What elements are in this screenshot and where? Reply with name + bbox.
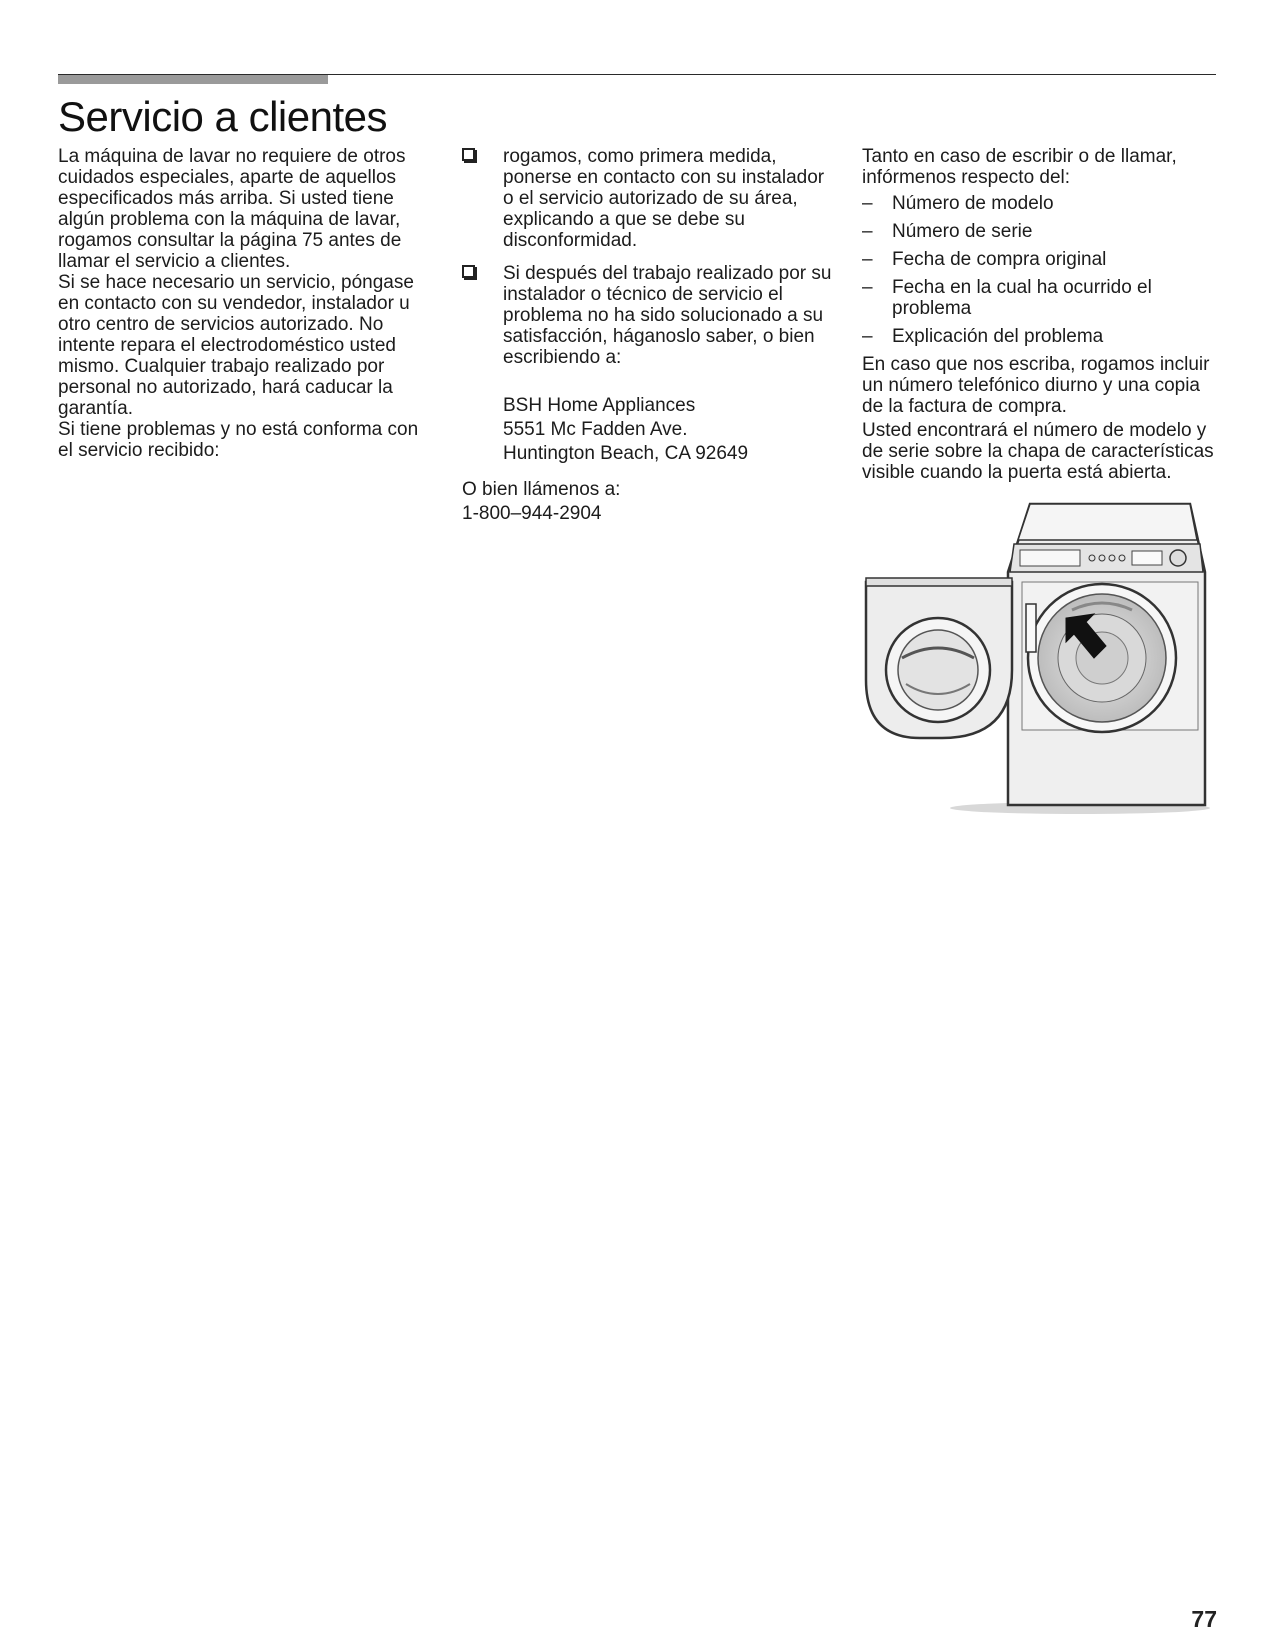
dash-bullet-icon: – (862, 277, 873, 298)
dash-bullet-icon: – (862, 326, 873, 347)
page-title: Servicio a clientes (58, 93, 387, 140)
call-label: O bien llámenos a: (462, 479, 621, 500)
phone-block (462, 478, 832, 526)
page-number: 77 (1191, 1606, 1217, 1632)
header-accent-bar (58, 75, 328, 84)
list-item: – Número de modelo (862, 193, 1054, 214)
address-line: BSH Home Appliances (503, 395, 696, 416)
mailing-address (462, 394, 832, 466)
bullet-text: rogamos, como primera medida, ponerse en contacto con su instalador o el servicio autorizado de su área, explicando a que se debe su disconformidad. (503, 146, 825, 251)
dash-bullet-icon: – (862, 193, 873, 214)
list-item: – Fecha en la cual ha ocurrido el problema (862, 277, 1152, 319)
paragraph-complaints: Si tiene problemas y no está conforma con el servicio recibido: (58, 419, 419, 461)
paragraph-rating-plate: Usted encontrará el número de modelo y de serie sobre la chapa de características visible cuando la puerta está abierta. (862, 420, 1214, 483)
dash-bullet-icon: – (862, 249, 873, 270)
paragraph-info-intro: Tanto en caso de escribir o de llamar, infórmenos respecto del: (862, 146, 1177, 188)
paragraph-write-us: En caso que nos escriba, rogamos incluir un número telefónico diurno y una copia de la factura de compra. (862, 354, 1210, 417)
list-item: – Explicación del problema (862, 326, 1104, 347)
washer-illustration (860, 500, 1220, 820)
list-item: – Número de serie (862, 221, 1033, 242)
address-line: Huntington Beach, CA 92649 (503, 443, 749, 464)
bullet-item (462, 263, 832, 368)
bullet-text: Si después del trabajo realizado por su instalador o técnico de servicio el problema no ha sido solucionado a su satisfacción, háganoslo saber, o bien escribiendo a: (503, 263, 832, 368)
column-left (58, 146, 438, 461)
column-middle (462, 146, 832, 526)
column-right (862, 146, 1224, 486)
checkbox-bullet-icon (462, 265, 475, 278)
bullet-item (462, 146, 832, 251)
checkbox-bullet-icon (462, 148, 475, 161)
phone-number: 1-800–944-2904 (462, 503, 602, 524)
dash-bullet-icon: – (862, 221, 873, 242)
list-item: – Fecha de compra original (862, 249, 1107, 270)
address-line: 5551 Mc Fadden Ave. (503, 419, 688, 440)
paragraph-care: La máquina de lavar no requiere de otros cuidados especiales, aparte de aquellos especificados más arriba. Si usted tiene algún problema con la máquina de lavar, rogamos consultar la página 75 antes de llamar el servicio a clientes. (58, 146, 406, 272)
paragraph-service: Si se hace necesario un servicio, póngase en contacto con su vendedor, instalador u otro centro de servicios autorizado. No intente repara el electrodoméstico usted mismo. Cualquier trabajo realizado por personal no autorizado, hará caducar la garantía. (58, 272, 414, 419)
